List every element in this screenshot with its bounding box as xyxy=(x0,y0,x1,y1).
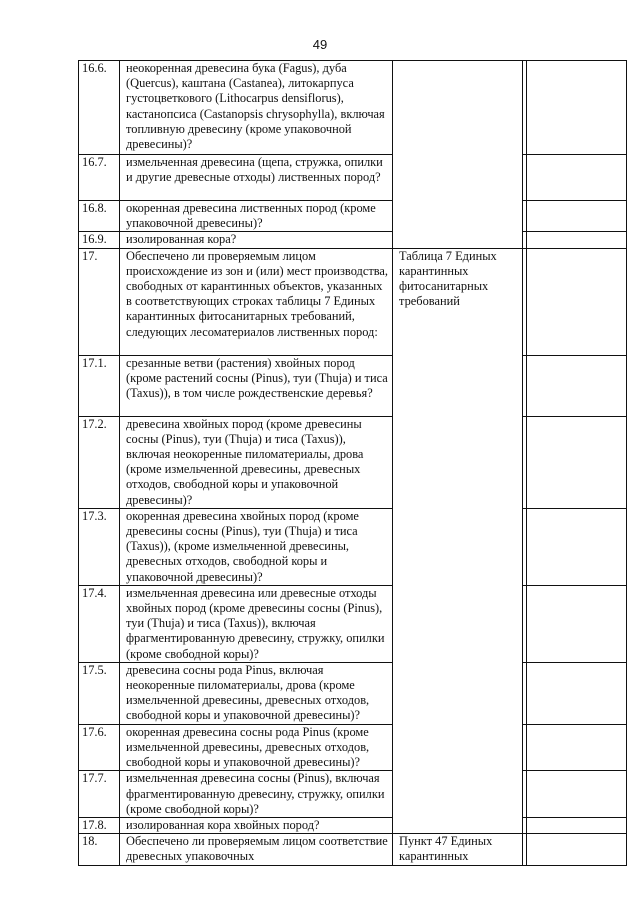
table-row xyxy=(79,155,627,201)
answer-cell xyxy=(527,355,627,416)
row-number: 16.7. xyxy=(79,155,120,201)
answer-cell xyxy=(527,248,627,355)
row-question: Обеспечено ли проверяемым лицом соответствие древесных упаковочных xyxy=(120,834,393,865)
table-row xyxy=(79,416,627,508)
row-number: 17. xyxy=(79,248,120,355)
row-number: 18. xyxy=(79,834,120,865)
row-question: измельченная древесина сосны (Pinus), включая фрагментированную древесину, стружку, опилки (кроме свободной коры)? xyxy=(120,771,393,818)
answer-cell xyxy=(527,771,627,818)
row-question: неокоренная древесина бука (Fagus), дуба (Quercus), каштана (Castanea), литокарпуса густоцветкового (Lithocarpus densiflorus), кастанопсиса (Castanopsis chrysophylla), включая топливную древесину (кроме упаковочной древесины)? xyxy=(120,61,393,155)
answer-cell xyxy=(527,585,627,662)
table-row xyxy=(79,201,627,232)
row-number: 17.2. xyxy=(79,416,120,508)
table-row xyxy=(79,61,627,155)
row-number: 17.4. xyxy=(79,585,120,662)
row-question: окоренная древесина хвойных пород (кроме древесины сосны (Pinus), туи (Thuja) и тиса (Taxus)), (кроме измельченной древесины, древесных отходов, свободной коры и упаковочной древесины)? xyxy=(120,508,393,585)
checklist-table-wrap xyxy=(78,60,626,866)
row-question: окоренная древесина сосны рода Pinus (кроме измельченной древесины, древесных отходов, свободной коры и упаковочной древесины)? xyxy=(120,724,393,771)
row-question: древесина хвойных пород (кроме древесины сосны (Pinus), туи (Thuja) и тиса (Taxus)), включая неокоренные пиломатериалы, дрова (кроме измельченной древесины, древесных отходов, свободной коры и упаковочной древесины)? xyxy=(120,416,393,508)
table-row xyxy=(79,355,627,416)
row-reference: Пункт 47 Единых карантинных xyxy=(393,834,523,865)
table-row xyxy=(79,834,627,865)
row-reference: Таблица 7 Единых карантинных фитосанитарных требований xyxy=(393,248,523,834)
row-question: древесина сосны рода Pinus, включая неокоренные пиломатериалы, дрова (кроме измельченной древесины, древесных отходов, свободной коры и упаковочной древесины)? xyxy=(120,662,393,724)
row-reference xyxy=(393,61,523,249)
row-question: измельченная древесина или древесные отходы хвойных пород (кроме древесины сосны (Pinus), туи (Thuja) и тиса (Taxus)), включая фрагментированную древесину, стружку, опилки (кроме свободной коры)? xyxy=(120,585,393,662)
row-question: окоренная древесина лиственных пород (кроме упаковочной древесины)? xyxy=(120,201,393,232)
answer-cell xyxy=(527,155,627,201)
row-question: срезанные ветви (растения) хвойных пород (кроме растений сосны (Pinus), туи (Thuja) и тиса (Taxus)), в том числе рождественские деревья? xyxy=(120,355,393,416)
page-number: 49 xyxy=(312,37,328,52)
table-row xyxy=(79,585,627,662)
table-row xyxy=(79,248,627,355)
row-number: 16.9. xyxy=(79,232,120,248)
row-number: 17.8. xyxy=(79,818,120,834)
table-row xyxy=(79,662,627,724)
row-number: 17.7. xyxy=(79,771,120,818)
table-row xyxy=(79,818,627,834)
answer-cell xyxy=(527,662,627,724)
row-question: Обеспечено ли проверяемым лицом происхождение из зон и (или) мест производства, свободных от карантинных объектов, указанных в соответствующих строках таблицы 7 Единых карантинных фитосанитарных требований, следующих лесоматериалов лиственных пород: xyxy=(120,248,393,355)
answer-cell xyxy=(527,818,627,834)
table-row xyxy=(79,771,627,818)
table-row xyxy=(79,724,627,771)
row-number: 17.5. xyxy=(79,662,120,724)
checklist-table xyxy=(78,60,627,866)
row-question: изолированная кора? xyxy=(120,232,393,248)
row-number: 17.1. xyxy=(79,355,120,416)
answer-cell xyxy=(527,232,627,248)
answer-cell xyxy=(527,834,627,865)
row-number: 16.8. xyxy=(79,201,120,232)
row-number: 16.6. xyxy=(79,61,120,155)
answer-cell xyxy=(527,201,627,232)
row-question: измельченная древесина (щепа, стружка, опилки и другие древесные отходы) лиственных пород? xyxy=(120,155,393,201)
row-number: 17.6. xyxy=(79,724,120,771)
row-number: 17.3. xyxy=(79,508,120,585)
answer-cell xyxy=(527,508,627,585)
answer-cell xyxy=(527,416,627,508)
table-row xyxy=(79,508,627,585)
answer-cell xyxy=(527,724,627,771)
answer-cell xyxy=(527,61,627,155)
table-row xyxy=(79,232,627,248)
row-question: изолированная кора хвойных пород? xyxy=(120,818,393,834)
